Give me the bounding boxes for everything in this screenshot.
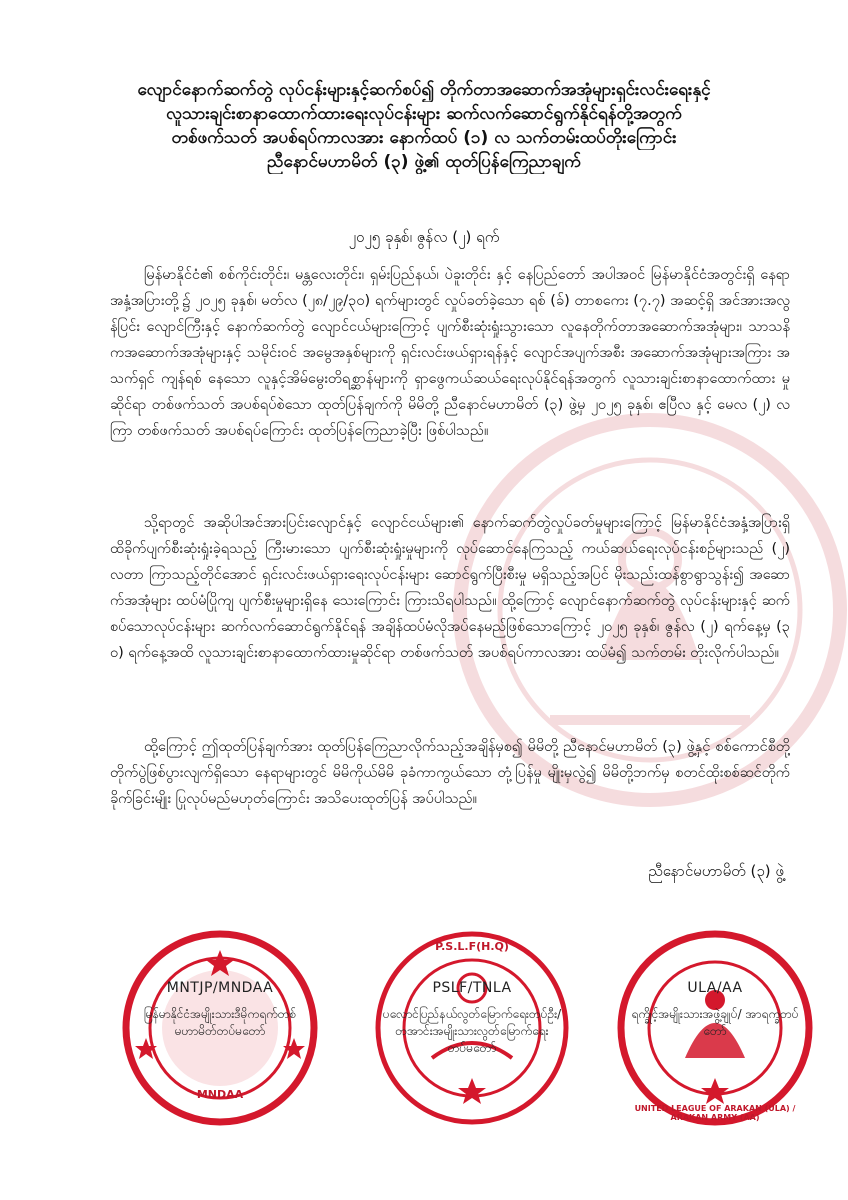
seal-tnla-name: ပလောင်ပြည်နယ်လွတ်မြောက်ရေးတပ်ဦး/ တအာင်းအမျိုးသားလွတ်မြောက်ရေး တပ်မတော် — [382, 1007, 562, 1055]
seal-mndaa-name: မြန်မာနိုင်ငံအမျိုးသားဒီမိုကရက်တစ်မဟာမိတ်တပ်မတော် — [143, 1007, 297, 1038]
seal-ula-bottom: UNITED LEAGUE OF ARAKAN (ULA) / ARAKAN ARMY (AA) — [634, 1104, 796, 1122]
seal-tnla — [372, 928, 572, 1128]
title-line-3: တစ်ဖက်သတ် အပစ်ရပ်ကာလအား နောက်ထပ် (၁) လ သက်တမ်းထပ်တိုးကြောင်း — [171, 128, 677, 148]
statement-date: ၂၀၂၅ ခုနှစ်၊ ဇွန်လ (၂) ရက် — [348, 228, 500, 246]
title-line-2: လူသားချင်းစာနာထောက်ထားရေးလုပ်ငန်းများ ဆက်လက်ဆောင်ရွက်နိုင်ရန်တို့အတွက် — [166, 104, 682, 124]
title-line-1: လျောင်နောက်ဆက်တွဲ လုပ်ငန်းများနှင့်ဆက်စပ်၍ တိုက်တာအဆောက်အအုံများရှင်းလင်းရေးနှင့် — [137, 80, 711, 100]
seal-mndaa — [120, 928, 320, 1128]
seal-mndaa-code: MNTJP/MNDAA — [166, 980, 274, 996]
signoff: ညီနောင်မဟာမိတ် (၃) ဖွဲ့ — [648, 862, 784, 880]
seal-ula-code: ULA/AA — [687, 980, 743, 996]
document-title — [60, 78, 788, 174]
paragraph-2: သို့ရာတွင် အဆိုပါအင်အားပြင်းလျောင်နှင့် လျောင်ငယ်များ၏ နောက်ဆက်တွဲလှုပ်ခတ်မှုများကြောင့် မြန်မာနိုင်ငံအနှံ့အပြားရှိ ထိခိုက်ပျက်စီးဆုံးရှုံးခဲ့ရသည့် ကြီးမားသော ပျက်စီးဆုံးရှုံးမှုများကို လုပ်ဆောင်နေကြသည့် ကယ်ဆယ်ရေးလုပ်ငန်းစဉ်များသည် (၂) လတာ ကြာသည့်တိုင်အောင် ရှင်းလင်းဖယ်ရှားရေးလုပ်ငန်းများ ဆောင်ရွက်ပြီးစီးမှု မရှိသည့်အပြင် မိုးသည်းထန်စွာရွာသွန်း၍ အဆောက်အအုံများ ထပ်မံပြိုကျ ပျက်စီးမှုများရှိနေ သေးကြောင်း ကြားသိရပါသည်။ ထို့ကြောင့် လျောင်နောက်ဆက်တွဲ လုပ်ငန်းများနှင့် ဆက်စပ်သောလုပ်ငန်းများ ဆက်လက်ဆောင်ရွက်နိုင်ရန် အချိန်ထပ်မံလိုအပ်နေမည်ဖြစ်သောကြောင့် ၂၀၂၅ ခုနှစ်၊ ဇွန်လ (၂) ရက်နေ့မှ (၃၀) ရက်နေ့အထိ လူသားချင်းစာနာထောက်ထားမှုဆိုင်ရာ တစ်ဖက်သတ် အပစ်ရပ်ကာလအား ထပ်မံ၍ သက်တမ်း တိုးလိုက်ပါသည်။ — [110, 515, 790, 661]
seal-ula-name: ရက္ခိုင့်အမျိုးသားအဖွဲ့ချုပ်/ အာရက္ခတပ်တော် — [631, 1007, 799, 1038]
seal-ula-aa — [615, 928, 815, 1128]
paragraph-1: မြန်မာနိုင်ငံ၏ စစ်ကိုင်းတိုင်း၊ မန္တလေးတိုင်း၊ ရှမ်းပြည်နယ်၊ ပဲခူးတိုင်း နှင့် နေပြည်တော် အပါအဝင် မြန်မာနိုင်ငံအတွင်းရှိ နေရာအနှံ့အပြားတို့၌ ၂၀၂၅ ခုနှစ်၊ မတ်လ (၂၈/၂၉/၃၀) ရက်များတွင် လှုပ်ခတ်ခဲ့သော ရစ် (ခ်) တာစကေး (၇.၇) အဆင့်ရှိ အင်အားအလွန်ပြင်း လျောင်ကြီးနှင့် နောက်ဆက်တွဲ လျောင်ငယ်များကြောင့် ပျက်စီးဆုံးရှုံးသွားသော လူနေတိုက်တာအဆောက်အအုံများ၊ သာသနိကအဆောက်အအုံများနှင့် သမိုင်းဝင် အမွေအနှစ်များကို ရှင်းလင်းဖယ်ရှားရန်နှင့် လျောင်အပျက်အစီး အဆောက်အအုံများအကြား အသက်ရှင် ကျန်ရစ် နေသော လူနှင့်အိမ်မွေးတိရစ္ဆာန်များကို ရှာဖွေကယ်ဆယ်ရေးလုပ်နိုင်ရန်အတွက် လူသားချင်းစာနာထောက်ထား မှုဆိုင်ရာ တစ်ဖက်သတ် အပစ်ရပ်စဲသော ထုတ်ပြန်ချက်ကို မိမိတို့ ညီနောင်မဟာမိတ် (၃) ဖွဲ့မှ ၂၀၂၅ ခုနှစ်၊ ဧပြီလ နှင့် မေလ (၂) လကြာ တစ်ဖက်သတ် အပစ်ရပ်ကြောင်း ထုတ်ပြန်ကြေညာခဲ့ပြီး ဖြစ်ပါသည်။ — [110, 267, 790, 439]
seal-tnla-top-text: P.S.L.F(H.Q) — [435, 940, 509, 953]
title-line-4: ညီနောင်မဟာမိတ် (၃) ဖွဲ့၏ ထုတ်ပြန်ကြေညာချက် — [267, 152, 581, 172]
paragraph-3: ထို့ကြောင့် ဤထုတ်ပြန်ချက်အား ထုတ်ပြန်ကြေညာလိုက်သည့်အချိန်မှစ၍ မိမိတို့ ညီနောင်မဟာမိတ် (၃) ဖွဲ့နှင့် စစ်ကောင်စီတို့ တိုက်ပွဲဖြစ်ပွားလျက်ရှိသော နေရာများတွင် မိမိကိုယ်မိမိ ခုခံကာကွယ်သော တုံ့ပြန်မှု မျိုးမှလွဲ၍ မိမိတို့ဘက်မှ စတင်ထိုးစစ်ဆင်တိုက်ခိုက်ခြင်းမျိုး ပြုလုပ်မည်မဟုတ်ကြောင်း အသိပေးထုတ်ပြန် အပ်ပါသည်။ — [110, 739, 790, 807]
seal-tnla-code: PSLF/TNLA — [432, 980, 512, 996]
seal-mndaa-bottom: MNDAA — [196, 1088, 244, 1101]
